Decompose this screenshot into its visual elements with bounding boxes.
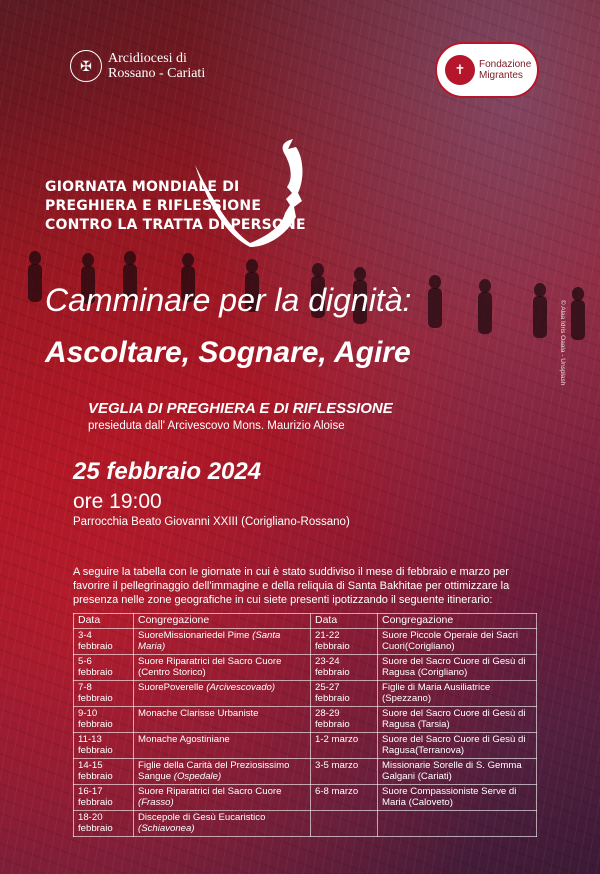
itinerary-table (73, 613, 537, 837)
slogan-line2: Ascoltare, Sognare, Agire (45, 336, 411, 369)
congregation-cell-text: Figlie di Maria Ausiliatrice (Spezzano) (382, 681, 491, 704)
congregation-cell-text: Suore del Sacro Cuore di Gesù di Ragusa (Tarsia) (382, 707, 526, 730)
event-date: 25 febbraio 2024 (73, 458, 262, 485)
diocese-seal-icon: ✠ (70, 50, 102, 82)
congregation-cell-text: Monache Clarisse Urbaniste (138, 707, 259, 719)
congregation-cell (134, 784, 311, 810)
date-cell-text: 14-15 febbraio (78, 759, 113, 782)
congregation-cell (378, 810, 537, 836)
congregation-cell (378, 732, 537, 758)
date-cell-text: 7-8 febbraio (78, 681, 113, 704)
date-cell-text: 16-17 febbraio (78, 785, 113, 808)
diocese-logo (70, 50, 205, 82)
date-cell-text: 5-6 febbraio (78, 655, 113, 678)
congregation-cell-text: Suore Riparatrici del Sacro Cuore (138, 785, 282, 797)
congregation-cell-text: Suore Riparatrici del Sacro Cuore (Centro Storico) (138, 655, 282, 678)
date-cell-text: 9-10 febbraio (78, 707, 113, 730)
date-cell (74, 810, 134, 836)
date-cell-text: 11-13 febbraio (78, 733, 113, 756)
table-header-row (74, 614, 537, 629)
event-time: ore 19:00 (73, 490, 162, 513)
date-cell-text: 21-22 febbraio (315, 629, 350, 652)
congregation-cell (378, 628, 537, 654)
migrantes-logo (435, 42, 539, 98)
diocese-name-line2: Rossano - Cariati (108, 66, 206, 81)
date-cell (311, 654, 378, 680)
congregation-cell-text: Suore del Sacro Cuore di Gesù di Ragusa(Terranova) (382, 733, 526, 756)
veglia-subtitle: presieduta dall' Arcivescovo Mons. Maurizio Aloise (88, 420, 345, 432)
table-row (74, 654, 537, 680)
congregation-cell (378, 758, 537, 784)
table-row (74, 758, 537, 784)
giornata-line: GIORNATA MONDIALE DI (45, 179, 240, 195)
face-profile-icon (190, 135, 315, 250)
table-row (74, 732, 537, 758)
migrantes-emblem-icon: ✝ (445, 55, 475, 85)
date-cell-text: 3-5 marzo (315, 759, 359, 771)
congregation-cell-location: (Frasso) (138, 797, 174, 808)
congregation-cell-location: (Arcivescovado) (206, 681, 276, 693)
congregation-cell-text: Discepole di Gesù Eucaristico (138, 811, 266, 823)
date-cell-text: 18-20 febbraio (78, 811, 113, 834)
giornata-line: CONTRO LA TRATTA DI PERSONE (45, 217, 306, 233)
date-cell (311, 732, 378, 758)
date-cell (311, 706, 378, 732)
date-cell-text: 25-27 febbraio (315, 681, 350, 704)
date-cell (74, 680, 134, 706)
date-cell (311, 758, 378, 784)
photo-credit: © Alaa Idris Oaala - Unsplash (559, 300, 566, 386)
congregation-cell-text: SuoreMissionariedel Pime (138, 629, 250, 641)
event-place: Parrocchia Beato Giovanni XXIII (Corigliano-Rossano) (73, 516, 350, 528)
table-row (74, 784, 537, 810)
congregation-cell-text: Suore Piccole Operaie dei Sacri Cuori(Corigliano) (382, 629, 518, 652)
congregation-cell (134, 680, 311, 706)
congregation-cell (134, 732, 311, 758)
congregation-cell (378, 784, 537, 810)
congregation-cell (134, 758, 311, 784)
diocese-name-line1: Arcidiocesi di (108, 51, 187, 66)
veglia-title: VEGLIA DI PREGHIERA E DI RIFLESSIONE (88, 400, 393, 417)
header-data: Data (311, 614, 378, 629)
congregation-cell (134, 706, 311, 732)
foundation-line1: Fondazione (479, 59, 532, 70)
header-data: Data (74, 614, 134, 629)
congregation-cell (378, 654, 537, 680)
congregation-cell-text: Missionarie Sorelle di S. Gemma Galgani (Cariati) (382, 759, 522, 782)
giornata-line: PREGHIERA E RIFLESSIONE (45, 198, 262, 214)
congregation-cell-text: Suore Compassioniste Serve di Maria (Caloveto) (382, 785, 517, 808)
date-cell (311, 628, 378, 654)
date-cell-text: 1-2 marzo (315, 733, 359, 745)
congregation-cell-text: Suore del Sacro Cuore di Gesù di Ragusa (Corigliano) (382, 655, 526, 678)
date-cell-text: 28-29 febbraio (315, 707, 350, 730)
congregation-cell-text: Figlie della Carità del Preziosissimo Sangue (138, 759, 290, 782)
congregation-cell-text: SuorePoverelle (138, 681, 204, 693)
date-cell (74, 706, 134, 732)
congregation-cell (378, 706, 537, 732)
congregation-cell (134, 628, 311, 654)
congregation-cell (134, 810, 311, 836)
date-cell (311, 680, 378, 706)
intro-text: A seguire la tabella con le giornate in cui è stato suddiviso il mese di febbraio e marzo per favorire il pellegrinaggio dell'immagine e della reliquia di Santa Bakhitae per ottimizzare la presenza nelle zone geografiche in cui siete presenti ipotizzando il seguente itinerario: (73, 566, 510, 606)
congregation-cell-text: Monache Agostiniane (138, 733, 230, 745)
header-congregazione: Congregazione (378, 614, 537, 629)
header-congregazione: Congregazione (134, 614, 311, 629)
date-cell (311, 784, 378, 810)
table-row (74, 680, 537, 706)
date-cell (74, 784, 134, 810)
congregation-cell (134, 654, 311, 680)
foundation-line2: Migrantes (479, 70, 523, 81)
table-row (74, 628, 537, 654)
congregation-cell-location: (Ospedale) (173, 771, 222, 782)
congregation-cell-location: (Santa Maria) (138, 629, 281, 652)
congregation-cell-location: (Schiavonea) (138, 823, 195, 834)
date-cell-text: 23-24 febbraio (315, 655, 350, 678)
date-cell-text: 6-8 marzo (315, 785, 359, 797)
table-row (74, 706, 537, 732)
date-cell (74, 628, 134, 654)
date-cell (311, 810, 378, 836)
congregation-cell (378, 680, 537, 706)
date-cell (74, 732, 134, 758)
date-cell-text: 3-4 febbraio (78, 629, 113, 652)
date-cell (74, 654, 134, 680)
table-row (74, 810, 537, 836)
date-cell (74, 758, 134, 784)
slogan-line1: Camminare per la dignità: (45, 282, 412, 318)
